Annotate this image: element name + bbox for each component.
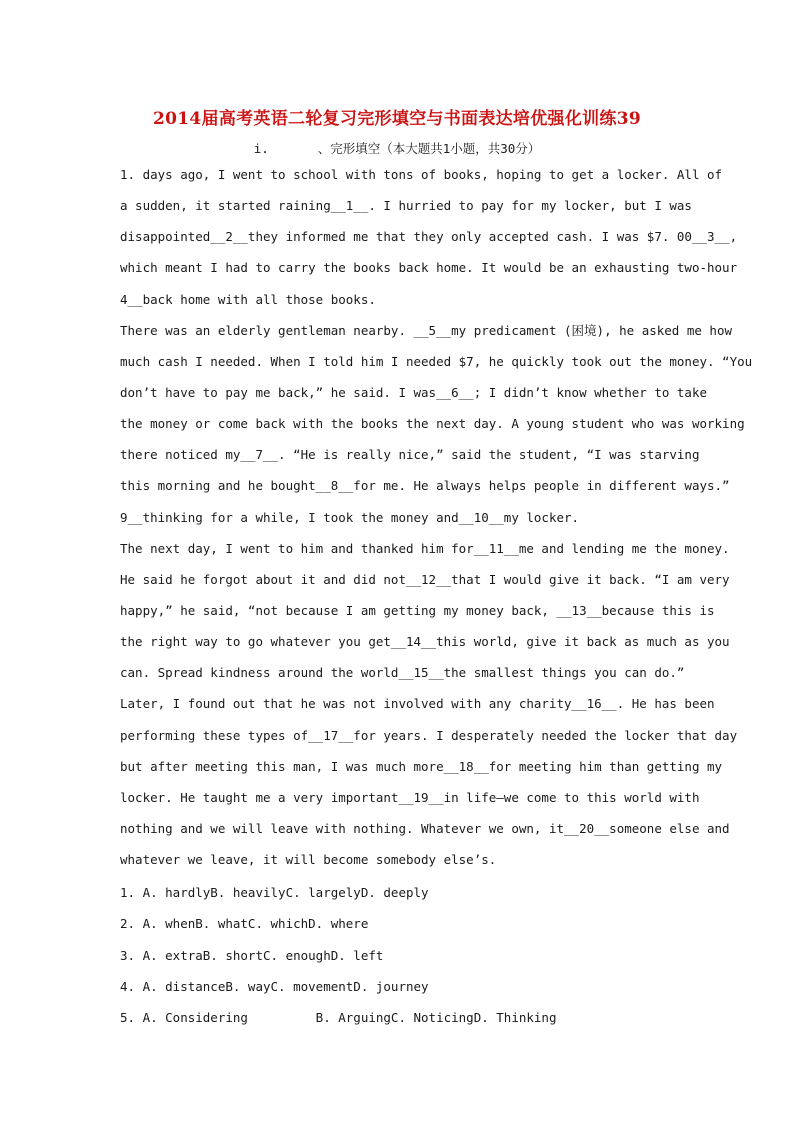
choice-line: 2. A. whenB. whatC. whichD. where	[120, 916, 369, 932]
passage-line: Later, I found out that he was not involved with any charity__16__. He has been	[120, 696, 715, 712]
passage-line: whatever we leave, it will become somebody else’s.	[120, 852, 497, 868]
section-number: i.	[253, 141, 269, 156]
passage-line: but after meeting this man, I was much more__18__for meeting him than getting my	[120, 758, 723, 774]
passage-line: this morning and he bought__8__for me. He always helps people in different ways.”	[120, 478, 730, 494]
passage-line: 1. days ago, I went to school with tons of books, hoping to get a locker. All of	[120, 167, 723, 182]
choice-line: 5. A. Considering B. ArguingC. NoticingD. Thinking	[120, 1010, 557, 1026]
passage-line: 9__thinking for a while, I took the money and__10__my locker.	[120, 509, 580, 525]
passage-line: locker. He taught me a very important__19__in life—we come to this world with	[120, 789, 700, 805]
passage-line: There was an elderly gentleman nearby. __5__my predicament (困境), he asked me how	[120, 322, 732, 338]
passage-line: 4__back home with all those books.	[120, 291, 376, 307]
section-label: 、完形填空（本大题共1小题，共30分）	[317, 141, 541, 156]
answer-choices	[120, 882, 710, 1038]
passage-line: which meant I had to carry the books back home. It would be an exhausting two-hour	[120, 260, 738, 276]
passage-line: He said he forgot about it and did not__12__that I would give it back. “I am very	[120, 571, 730, 587]
choice-line: 3. A. extraB. shortC. enoughD. left	[120, 947, 384, 963]
passage-line: the right way to go whatever you get__14__this world, give it back as much as you	[120, 634, 730, 650]
passage-line: can. Spread kindness around the world__15__the smallest things you can do.”	[120, 665, 685, 681]
section-heading	[0, 139, 794, 157]
passage-line: happy,” he said, “not because I am getting my money back, __13__because this is	[120, 602, 715, 618]
passage-line: a sudden, it started raining__1__. I hurried to pay for my locker, but I was	[120, 198, 692, 214]
passage-line: The next day, I went to him and thanked him for__11__me and lending me the money.	[120, 540, 730, 556]
passage-line: don’t have to pay me back,” he said. I was__6__; I didn’t know whether to take	[120, 384, 707, 400]
passage-line: the money or come back with the books the next day. A young student who was working	[120, 416, 745, 432]
choice-line: 1. A. hardlyB. heavilyC. largelyD. deeply	[120, 885, 429, 900]
passage-line: there noticed my__7__. “He is really nice,” said the student, “I was starving	[120, 447, 700, 463]
document-title: 2014届高考英语二轮复习完形填空与书面表达培优强化训练39	[153, 109, 641, 129]
passage-line: nothing and we will leave with nothing. Whatever we own, it__20__someone else and	[120, 820, 730, 836]
passage-line: performing these types of__17__for years. I desperately needed the locker that day	[120, 727, 738, 743]
passage-line: much cash I needed. When I told him I needed $7, he quickly took out the money. “You	[120, 353, 753, 369]
passage-line: disappointed__2__they informed me that they only accepted cash. I was $7. 00__3__,	[120, 229, 738, 245]
cloze-passage	[120, 164, 753, 880]
choice-line: 4. A. distanceB. wayC. movementD. journey	[120, 978, 429, 994]
